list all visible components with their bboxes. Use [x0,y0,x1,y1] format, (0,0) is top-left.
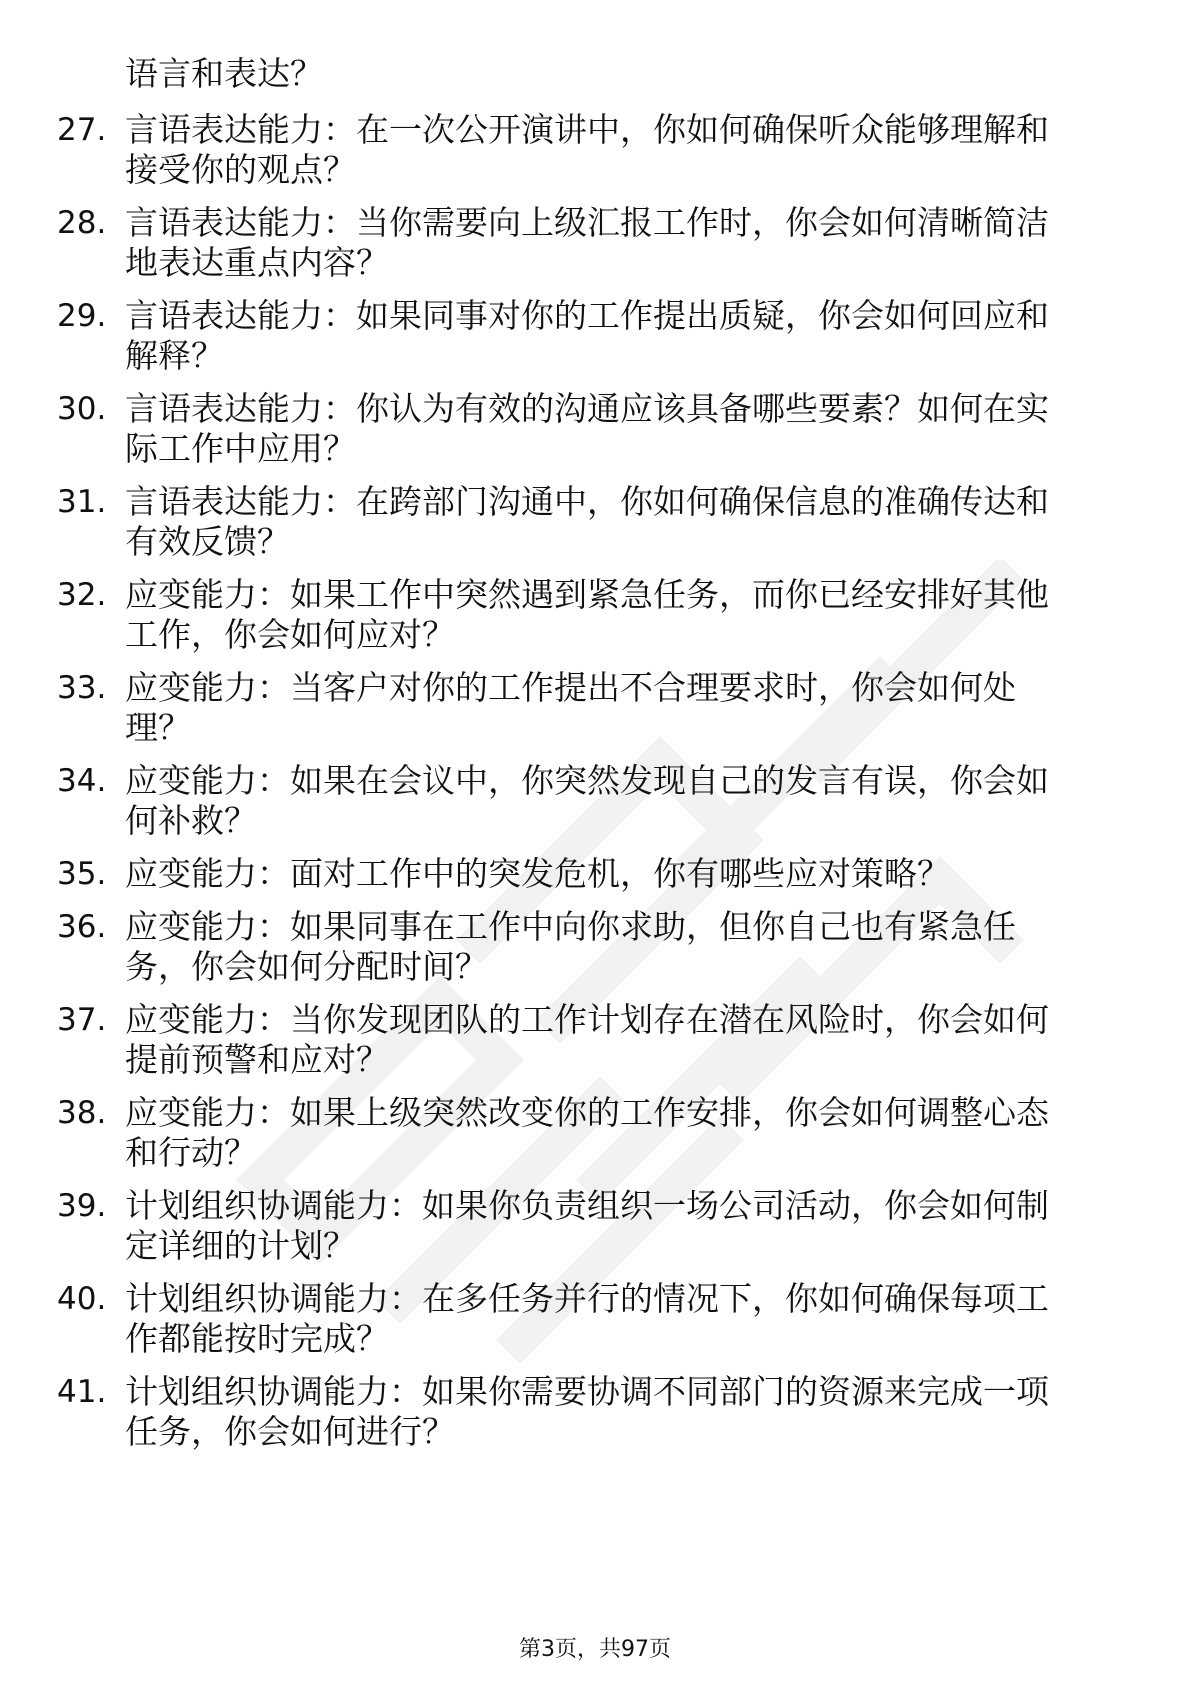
question-number: 36. [57,909,107,945]
question-number: 27. [57,112,107,148]
question-number: 29. [57,298,107,334]
question-number: 34. [57,763,107,799]
question-item-28 [0,203,1190,293]
question-text-line-2: 接受你的观点？ [125,150,356,189]
question-item-27 [0,110,1190,200]
question-number: 41. [57,1374,107,1410]
question-text-line-2: 任务，你会如何进行？ [125,1412,455,1451]
question-text-line-2: 务，你会如何分配时间？ [125,947,488,986]
question-text-line-2: 何补救？ [125,801,257,840]
question-number: 28. [57,205,107,241]
question-item-35 [0,854,1190,900]
question-number: 39. [57,1188,107,1224]
question-text-line-1: 言语表达能力：如果同事对你的工作提出质疑，你会如何回应和 [125,296,1049,335]
question-text-line-2: 工作，你会如何应对？ [125,615,455,654]
question-text-line-1: 应变能力：如果同事在工作中向你求助，但你自己也有紧急任 [125,907,1016,946]
question-number: 37. [57,1002,107,1038]
question-text-line-2: 解释？ [125,336,224,375]
question-text-line-1: 计划组织协调能力：如果你负责组织一场公司活动，你会如何制 [125,1186,1049,1225]
question-text-line-1: 应变能力：如果在会议中，你突然发现自己的发言有误，你会如 [125,761,1049,800]
question-item-38 [0,1093,1190,1183]
question-item-37 [0,1000,1190,1090]
question-text-line-1: 言语表达能力：当你需要向上级汇报工作时，你会如何清晰简洁 [125,203,1049,242]
question-item-33 [0,668,1190,758]
question-text-line-1: 计划组织协调能力：如果你需要协调不同部门的资源来完成一项 [125,1372,1049,1411]
question-item-31 [0,482,1190,572]
question-number: 35. [57,856,107,892]
question-text-line-1: 应变能力：如果上级突然改变你的工作安排，你会如何调整心态 [125,1093,1049,1132]
question-item-36 [0,907,1190,997]
question-text-line-1: 应变能力：当客户对你的工作提出不合理要求时，你会如何处 [125,668,1016,707]
question-text-line-1: 应变能力：面对工作中的突发危机，你有哪些应对策略？ [125,854,950,893]
question-text-line-1: 应变能力：当你发现团队的工作计划存在潜在风险时，你会如何 [125,1000,1049,1039]
question-text-line-1: 言语表达能力：在一次公开演讲中，你如何确保听众能够理解和 [125,110,1049,149]
question-item-30 [0,389,1190,479]
question-number: 30. [57,391,107,427]
question-item-32 [0,575,1190,665]
question-number: 31. [57,484,107,520]
question-text-line-2: 际工作中应用？ [125,429,356,468]
question-text-line-1: 计划组织协调能力：在多任务并行的情况下，你如何确保每项工 [125,1279,1049,1318]
question-number: 33. [57,670,107,706]
question-text-line-2: 地表达重点内容？ [125,243,389,282]
question-text-line-2: 理？ [125,708,191,747]
question-item-39 [0,1186,1190,1276]
question-text-line-2: 定详细的计划？ [125,1226,356,1265]
page-number-footer: 第3页，共97页 [519,1637,671,1662]
question-text-line-1: 言语表达能力：在跨部门沟通中，你如何确保信息的准确传达和 [125,482,1049,521]
question-text-line-2: 提前预警和应对？ [125,1040,389,1079]
question-text-line-2: 作都能按时完成？ [125,1319,389,1358]
question-number: 38. [57,1095,107,1131]
question-text-line-1: 言语表达能力：你认为有效的沟通应该具备哪些要素？如何在实 [125,389,1049,428]
question-text-line-2: 和行动？ [125,1133,257,1172]
question-item-40 [0,1279,1190,1369]
question-number: 40. [57,1281,107,1317]
question-item-41 [0,1372,1190,1462]
question-number: 32. [57,577,107,613]
continuation-line: 语言和表达？ [125,54,323,93]
question-text-line-1: 应变能力：如果工作中突然遇到紧急任务，而你已经安排好其他 [125,575,1049,614]
question-text-line-2: 有效反馈？ [125,522,290,561]
question-item-34 [0,761,1190,851]
question-item-29 [0,296,1190,386]
